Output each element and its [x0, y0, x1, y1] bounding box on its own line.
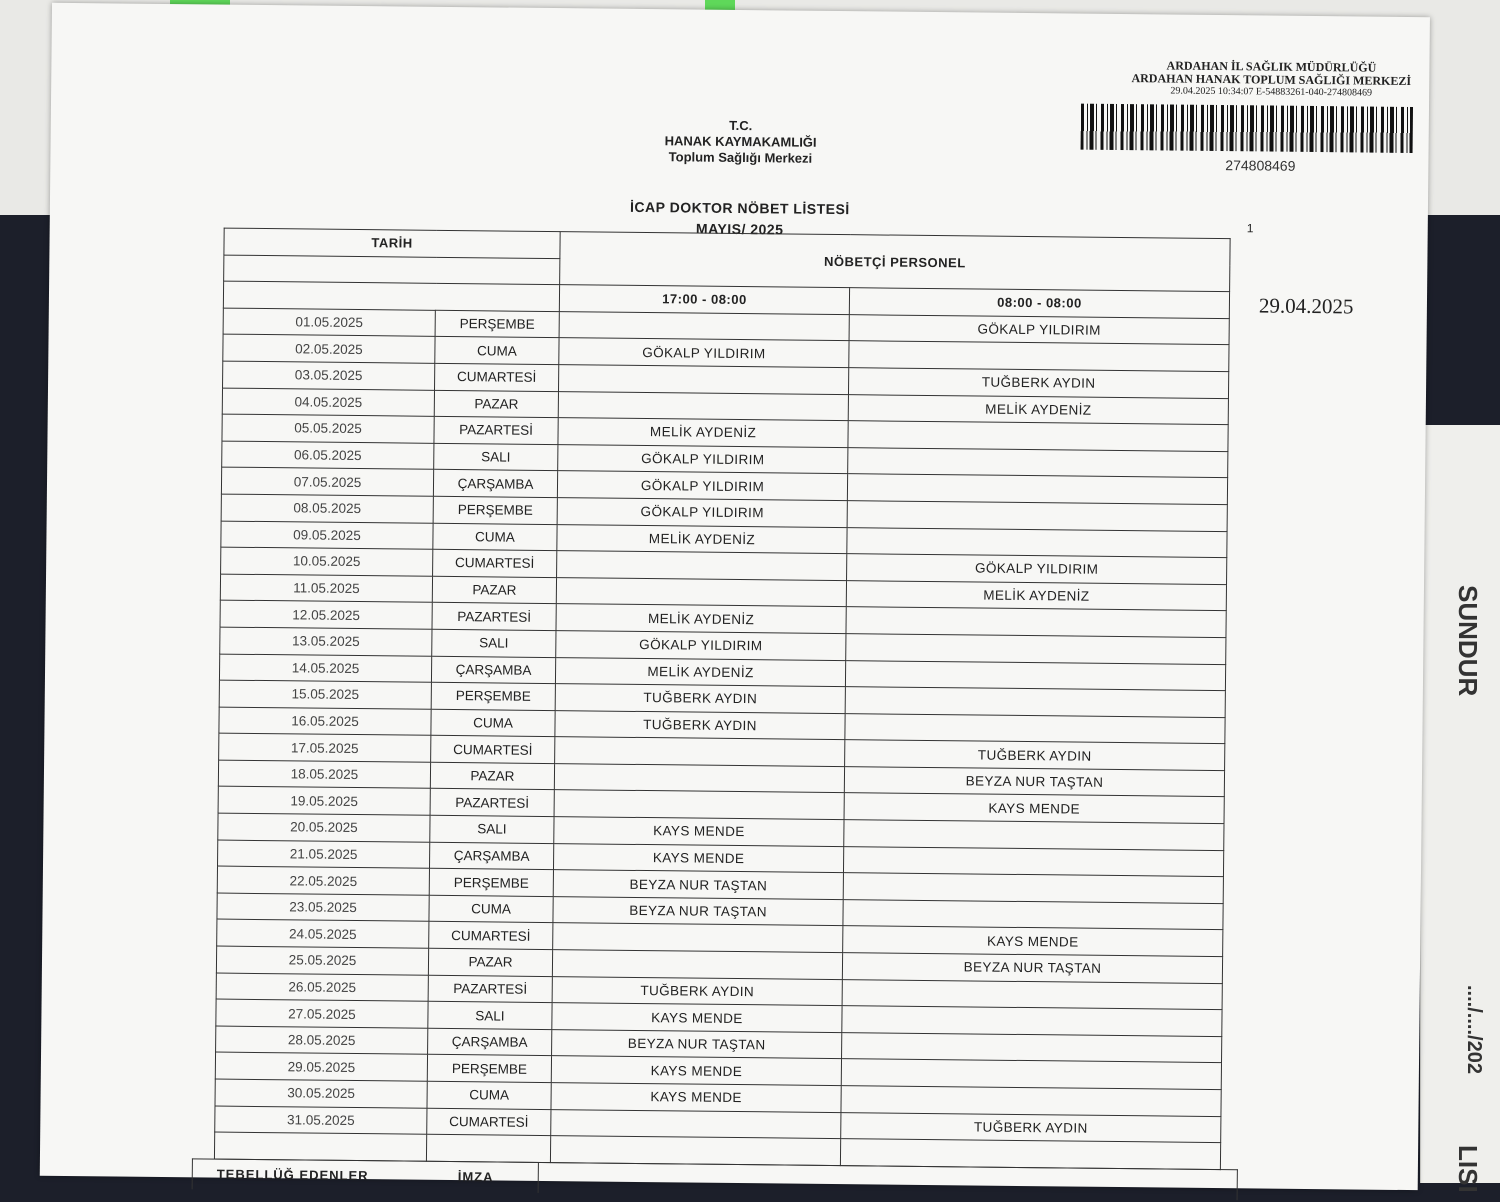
cell-day: CUMA — [427, 1081, 551, 1109]
cell-shift2 — [847, 527, 1227, 558]
cell-shift1: GÖKALP YILDIRIM — [556, 631, 846, 661]
cell-shift2: GÖKALP YILDIRIM — [849, 314, 1229, 345]
cell-day: ÇARŞAMBA — [429, 842, 553, 870]
cell-shift1: MELİK AYDENİZ — [557, 524, 847, 554]
page-number: 1 — [1246, 221, 1254, 236]
cell-day: CUMARTESİ — [429, 922, 553, 950]
cell-date: 09.05.2025 — [221, 521, 433, 550]
cell-date: 28.05.2025 — [216, 1026, 428, 1055]
cell-date: 05.05.2025 — [222, 414, 434, 443]
cell-shift1: KAYS MENDE — [552, 1003, 842, 1033]
cell-date: 14.05.2025 — [219, 654, 431, 683]
cell-date: 02.05.2025 — [223, 334, 435, 363]
cell-shift2 — [849, 341, 1229, 372]
cell-date: 31.05.2025 — [215, 1106, 427, 1135]
header-shift2: 08:00 - 08:00 — [849, 288, 1229, 319]
cell-shift1 — [557, 551, 847, 581]
header-personnel: NÖBETÇİ PERSONEL — [560, 232, 1231, 292]
document-title: İCAP DOKTOR NÖBET LİSTESİ — [630, 198, 850, 218]
cell-day: PERŞEMBE — [429, 869, 553, 897]
cell-shift2: MELİK AYDENİZ — [846, 580, 1226, 611]
cell-day: CUMARTESİ — [433, 549, 557, 577]
cell-shift2: BEYZA NUR TAŞTAN — [844, 767, 1224, 798]
cell-shift2: KAYS MENDE — [844, 793, 1224, 824]
cell-shift2 — [841, 1086, 1221, 1117]
cell-day: PAZAR — [434, 390, 558, 418]
cell-shift2 — [848, 447, 1228, 478]
cell-day: CUMARTESİ — [427, 1108, 551, 1136]
cell-shift1: GÖKALP YILDIRIM — [559, 338, 849, 368]
cell-date: 16.05.2025 — [219, 707, 431, 736]
cell-day: PAZARTESİ — [432, 603, 556, 631]
cell-day: CUMA — [433, 523, 557, 551]
cell-shift1: KAYS MENDE — [554, 843, 844, 873]
cell-shift2: GÖKALP YILDIRIM — [847, 554, 1227, 585]
cell-day: CUMARTESİ — [435, 363, 559, 391]
cell-shift1 — [556, 577, 846, 607]
cell-date: 10.05.2025 — [221, 547, 433, 576]
side-text-sundur: SUNDUR — [1453, 585, 1483, 697]
cell-date: 15.05.2025 — [219, 680, 431, 709]
cell-date: 29.05.2025 — [215, 1052, 427, 1081]
cell-day: PERŞEMBE — [427, 1055, 551, 1083]
cell-day: PAZAR — [432, 576, 556, 604]
cell-shift2: MELİK AYDENİZ — [848, 394, 1228, 425]
cell-shift2: TUĞBERK AYDIN — [845, 740, 1225, 771]
cell-date: 26.05.2025 — [216, 973, 428, 1002]
cell-shift2: BEYZA NUR TAŞTAN — [842, 953, 1222, 984]
institution-header — [610, 117, 870, 168]
cell-shift1: TUĞBERK AYDIN — [555, 684, 845, 714]
cell-day: SALI — [428, 1001, 552, 1029]
cell-shift1: MELİK AYDENİZ — [555, 657, 845, 687]
cell-shift1 — [559, 311, 849, 341]
header-empty — [224, 255, 560, 285]
cell-date: 03.05.2025 — [223, 361, 435, 390]
cell-day: CUMA — [435, 337, 559, 365]
header-tc: T.C. — [729, 117, 753, 134]
cell-date: 12.05.2025 — [220, 600, 432, 629]
footer-sign: İMZA — [457, 1169, 494, 1185]
cell-date: 01.05.2025 — [223, 308, 435, 337]
cell-date: 08.05.2025 — [221, 494, 433, 523]
cell-day: SALI — [434, 443, 558, 471]
cell-shift2 — [848, 421, 1228, 452]
cell-date: 07.05.2025 — [221, 467, 433, 496]
barcode-number: 274808469 — [1225, 157, 1296, 174]
cell-day: PERŞEMBE — [431, 682, 555, 710]
cell-day: CUMA — [431, 709, 555, 737]
cell-shift1: BEYZA NUR TAŞTAN — [553, 870, 843, 900]
side-text-date: ..../..../202 — [1463, 985, 1485, 1074]
cell-day: PAZARTESİ — [434, 416, 558, 444]
stamp-document-id: 29.04.2025 10:34:07 E-54883261-040-274808469 — [1170, 85, 1373, 99]
background-green-tab — [705, 0, 735, 10]
cell-date: 25.05.2025 — [216, 946, 428, 975]
cell-shift2 — [845, 713, 1225, 744]
header-unit: Toplum Sağlığı Merkezi — [668, 149, 813, 166]
cell-date: 18.05.2025 — [218, 760, 430, 789]
cell-shift2 — [847, 501, 1227, 532]
cell-day: CUMARTESİ — [431, 736, 555, 764]
cell-shift1 — [558, 391, 848, 421]
cell-date: 11.05.2025 — [220, 574, 432, 603]
cell-day: ÇARŞAMBA — [433, 470, 557, 498]
cell-day: PAZARTESİ — [430, 789, 554, 817]
cell-shift2 — [843, 846, 1223, 877]
cell-day: ÇARŞAMBA — [431, 656, 555, 684]
cell-date: 17.05.2025 — [219, 733, 431, 762]
barcode — [1081, 104, 1413, 153]
cell-shift2 — [841, 1059, 1221, 1090]
cell-shift1: MELİK AYDENİZ — [556, 604, 846, 634]
cell-shift2 — [842, 1006, 1222, 1037]
cell-shift1 — [554, 763, 844, 793]
cell-shift1 — [554, 790, 844, 820]
header-date: TARİH — [224, 228, 560, 258]
cell-shift2 — [842, 1032, 1222, 1063]
side-date: 29.04.2025 — [1258, 293, 1354, 319]
cell-date: 23.05.2025 — [217, 893, 429, 922]
e-signature-stamp — [1111, 59, 1431, 100]
cell-shift2 — [842, 979, 1222, 1010]
cell-empty — [550, 1136, 840, 1166]
cell-shift2: KAYS MENDE — [843, 926, 1223, 957]
cell-shift1: MELİK AYDENİZ — [558, 418, 848, 448]
duty-table — [214, 228, 1231, 1170]
cell-date: 06.05.2025 — [222, 441, 434, 470]
cell-shift2 — [844, 820, 1224, 851]
cell-date: 27.05.2025 — [216, 999, 428, 1028]
cell-date: 24.05.2025 — [217, 919, 429, 948]
cell-shift1 — [552, 950, 842, 980]
cell-day: ÇARŞAMBA — [428, 1028, 552, 1056]
cell-shift2 — [846, 607, 1226, 638]
cell-shift1: KAYS MENDE — [554, 817, 844, 847]
cell-date: 22.05.2025 — [217, 866, 429, 895]
cell-day: PAZAR — [428, 948, 552, 976]
footer-label: TEBELLÜĞ EDENLER — [216, 1166, 369, 1184]
cell-day: PAZAR — [430, 762, 554, 790]
cell-shift2 — [847, 474, 1227, 505]
cell-shift2 — [846, 634, 1226, 665]
header-organization: HANAK KAYMAKAMLIĞI — [664, 133, 817, 150]
cell-shift1: KAYS MENDE — [551, 1056, 841, 1086]
cell-shift2: TUĞBERK AYDIN — [841, 1112, 1221, 1143]
cell-shift1: GÖKALP YILDIRIM — [558, 444, 848, 474]
cell-shift1: GÖKALP YILDIRIM — [557, 471, 847, 501]
stamp-directorate: ARDAHAN İL SAĞLIK MÜDÜRLÜĞÜ — [1166, 58, 1377, 75]
header-shift1: 17:00 - 08:00 — [559, 285, 849, 315]
cell-date: 13.05.2025 — [220, 627, 432, 656]
cell-shift1: TUĞBERK AYDIN — [555, 710, 845, 740]
cell-shift1: TUĞBERK AYDIN — [552, 976, 842, 1006]
cell-shift1 — [551, 1109, 841, 1139]
cell-day: PERŞEMBE — [435, 310, 559, 338]
cell-day: CUMA — [429, 895, 553, 923]
cell-day: SALI — [430, 815, 554, 843]
document-period: MAYIS/ 2025 — [695, 220, 784, 238]
side-text-lisi: LISI — [1453, 1145, 1483, 1193]
cell-shift2 — [843, 873, 1223, 904]
cell-shift2 — [843, 899, 1223, 930]
cell-shift1 — [555, 737, 845, 767]
cell-shift2 — [845, 687, 1225, 718]
cell-date: 04.05.2025 — [222, 388, 434, 417]
cell-shift1: KAYS MENDE — [551, 1083, 841, 1113]
cell-shift2: TUĞBERK AYDIN — [848, 368, 1228, 399]
cell-shift1 — [553, 923, 843, 953]
cell-day: PAZARTESİ — [428, 975, 552, 1003]
document-sheet — [40, 3, 1430, 1190]
cell-day: SALI — [432, 629, 556, 657]
cell-empty — [426, 1134, 550, 1162]
cell-date: 30.05.2025 — [215, 1079, 427, 1108]
cell-shift1 — [559, 365, 849, 395]
cell-empty — [214, 1132, 426, 1161]
footer-divider — [538, 1163, 539, 1193]
background-paper-right — [1420, 425, 1500, 1193]
cell-shift1: BEYZA NUR TAŞTAN — [552, 1029, 842, 1059]
stamp-center: ARDAHAN HANAK TOPLUM SAĞLIĞI MERKEZİ — [1131, 71, 1412, 89]
cell-shift2 — [845, 660, 1225, 691]
cell-date: 21.05.2025 — [218, 840, 430, 869]
cell-date: 20.05.2025 — [218, 813, 430, 842]
cell-shift1: BEYZA NUR TAŞTAN — [553, 896, 843, 926]
cell-day: PERŞEMBE — [433, 496, 557, 524]
cell-shift1: GÖKALP YILDIRIM — [557, 498, 847, 528]
header-empty — [223, 281, 559, 311]
cell-date: 19.05.2025 — [218, 787, 430, 816]
